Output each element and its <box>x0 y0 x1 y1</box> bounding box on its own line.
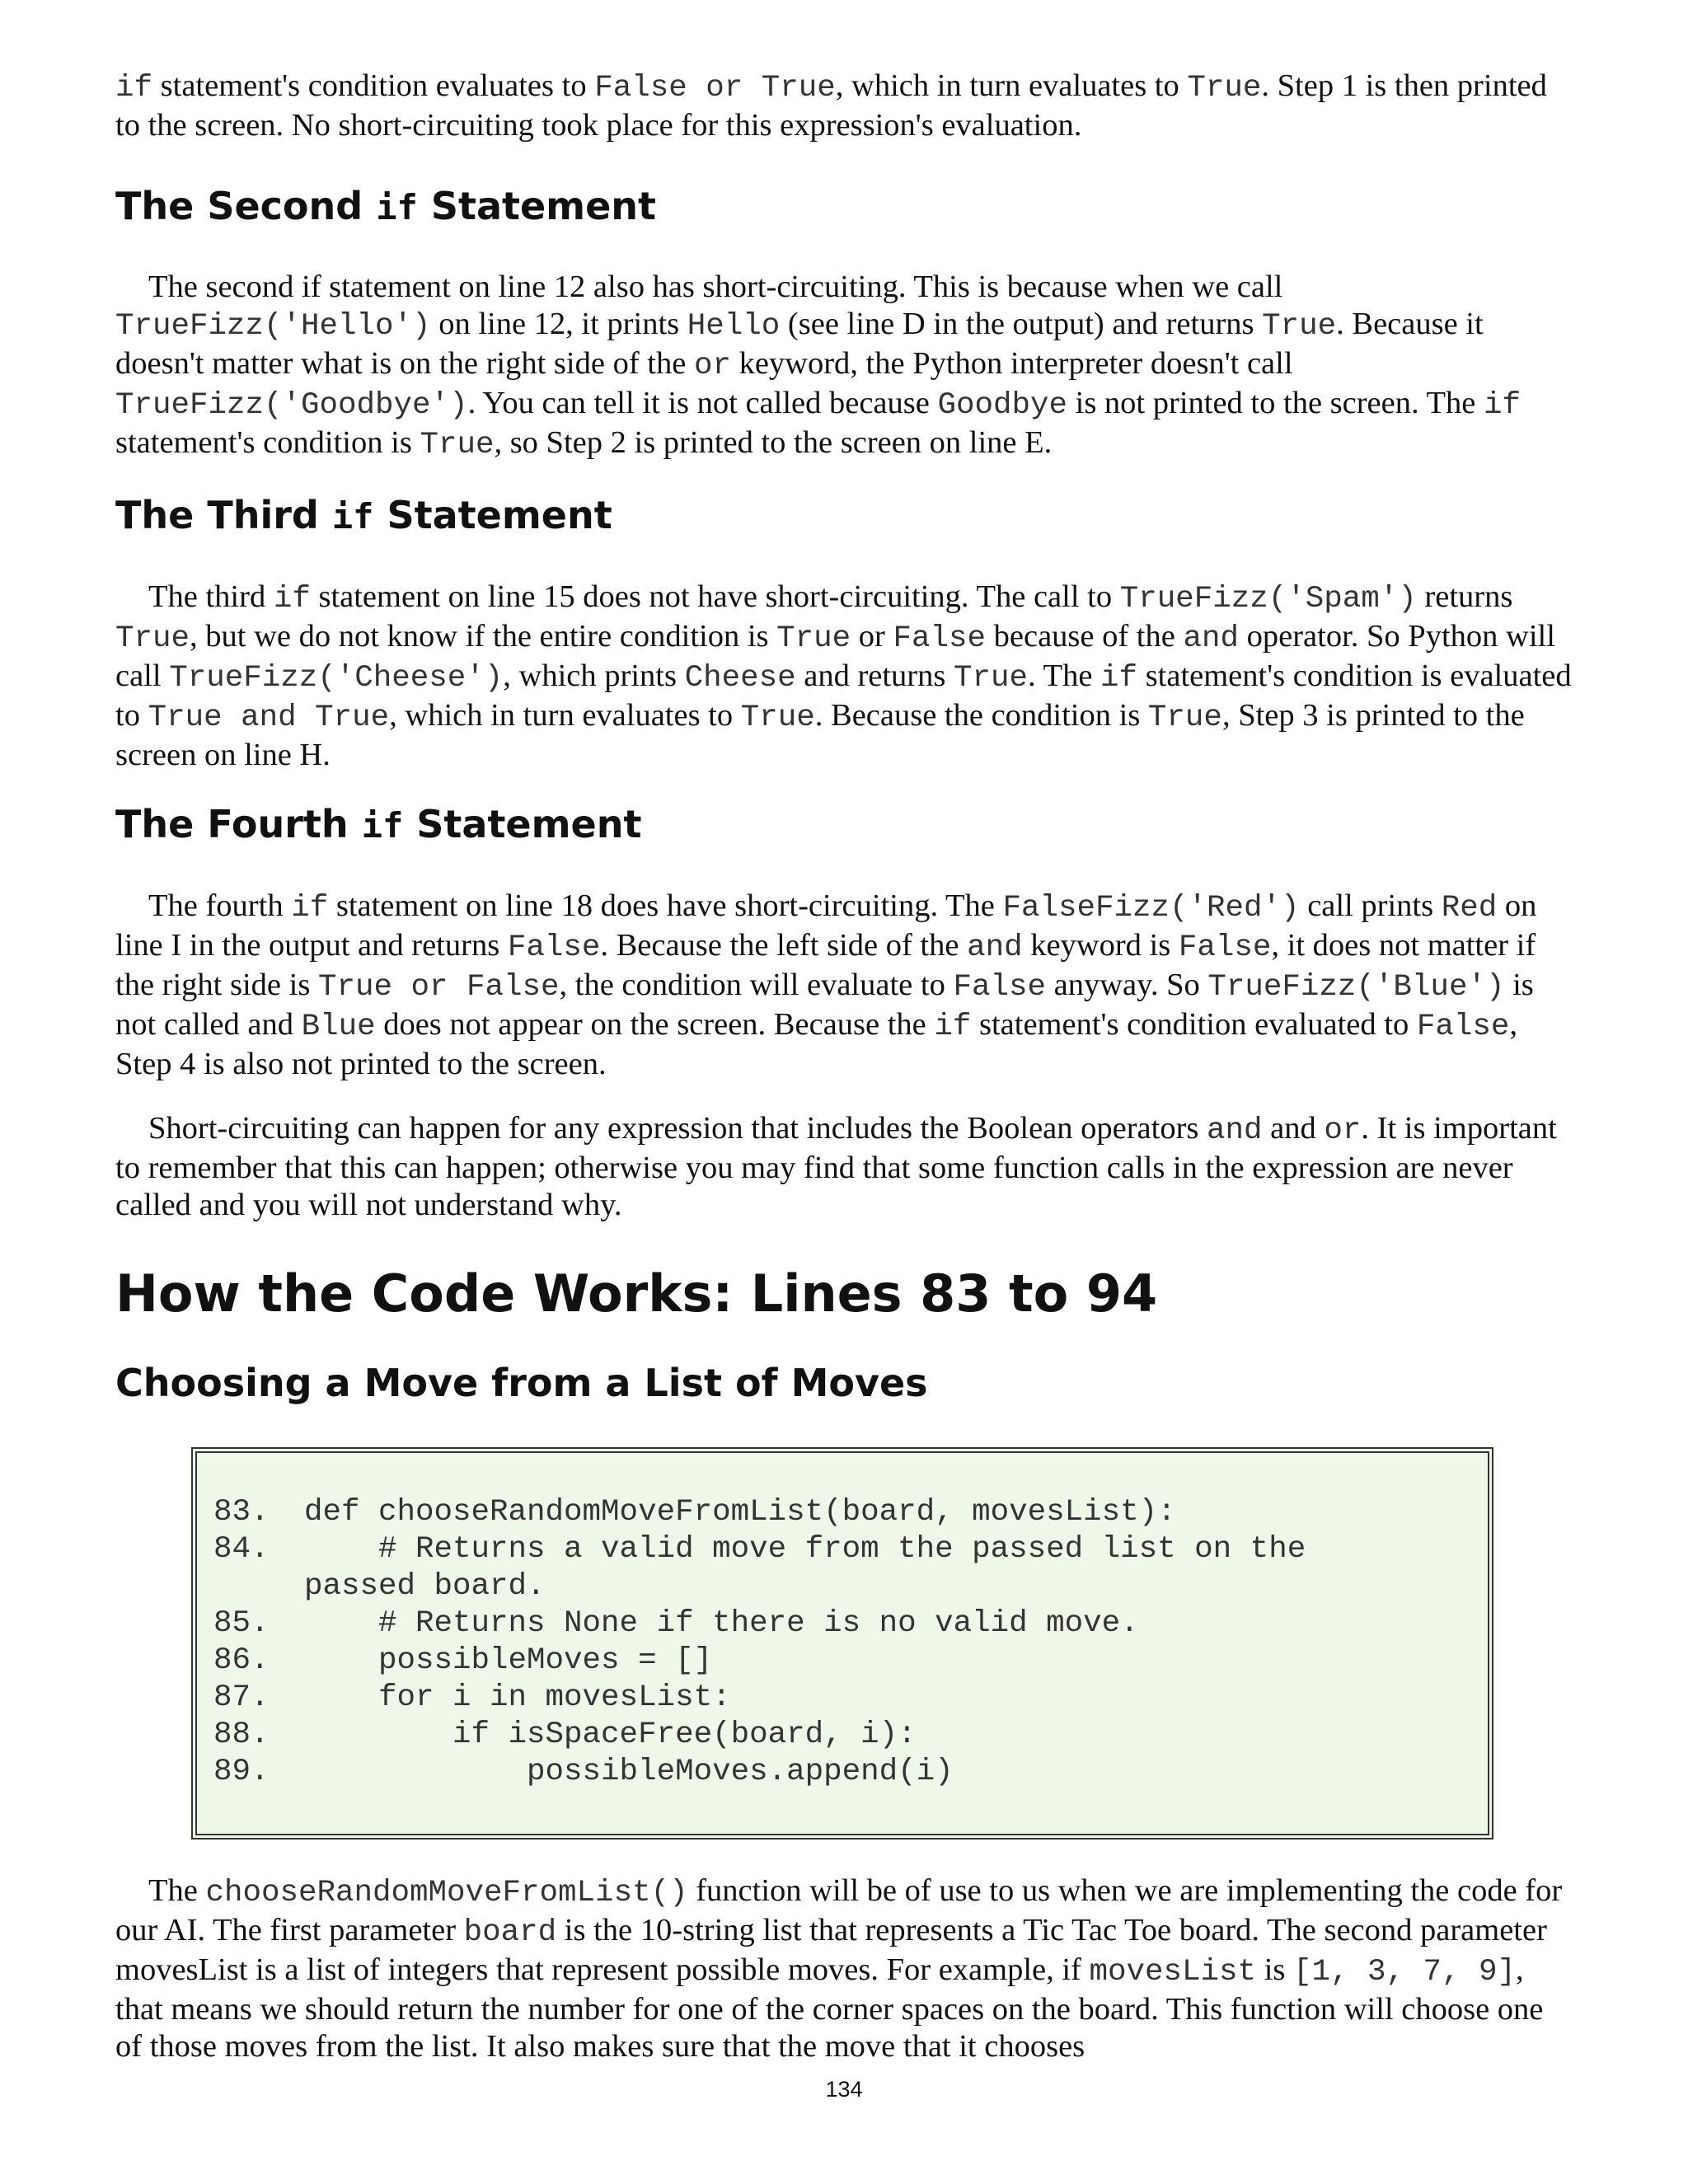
code-line: 84. # Returns a valid move from the passed list on the <box>213 1532 1306 1567</box>
code-line: 86. possibleMoves = [] <box>213 1643 713 1678</box>
code-line: 83. def chooseRandomMoveFromList(board, movesList): <box>213 1495 1176 1530</box>
section-heading-third-if: The Third if Statement <box>115 493 612 537</box>
section-heading-second-if: The Second if Statement <box>115 184 657 228</box>
inline-code: if <box>115 71 153 105</box>
code-line: 89. possibleMoves.append(i) <box>213 1755 954 1789</box>
code-listing-box <box>191 1447 1493 1840</box>
code-line: 85. # Returns None if there is no valid move. <box>213 1606 1139 1641</box>
short-circuit-note-paragraph: Short-circuiting can happen for any expression that includes the Boolean operators and and or. It is important to remember that this can happen; otherwise you may find that some function calls in the expression are never called and you will not understand why. <box>115 1111 1557 1222</box>
inline-code: False or True <box>594 71 836 105</box>
subheading: Choosing a Move from a List of Moves <box>115 1361 928 1405</box>
code-line: passed board. <box>304 1569 546 1604</box>
fourth-if-paragraph: The fourth if statement on line 18 does have short-circuiting. The FalseFizz('Red') call prints Red on line I in the output and returns False. Because the left side of the and keyword is False, it does not matter if the right side is True or False, the condition will evaluate to False anyway. So TrueFizz('Blue') is not called and Blue does not appear on the screen. Because the if statement's condition evaluated to False, Step 4 is also not printed to the screen. <box>115 888 1537 1081</box>
section-heading-fourth-if: The Fourth if Statement <box>115 802 642 846</box>
inline-code: True <box>1187 71 1262 105</box>
code-line: 88. if isSpaceFree(board, i): <box>213 1718 917 1752</box>
closing-paragraph: The chooseRandomMoveFromList() function will be of use to us when we are implementing the code for our AI. The first parameter board is the 10-string list that represents a Tic Tac Toe board. The second parameter movesList is a list of integers that represent possible moves. For example, if movesList is [1, 3, 7, 9], that means we should return the number for one of the corner spaces on the board. This function will choose one of those moves from the list. It also makes sure that the move that it chooses <box>115 1873 1563 2064</box>
third-if-paragraph: The third if statement on line 15 does not have short-circuiting. The call to TrueFizz('Spam') returns True, but we do not know if the entire condition is True or False because of the and operator. So Python will call TrueFizz('Cheese'), which prints Cheese and returns True. The if statement's condition is evaluated to True and True, which in turn evaluates to True. Because the condition is True, Step 3 is printed to the screen on line H. <box>115 579 1572 772</box>
chapter-heading: How the Code Works: Lines 83 to 94 <box>115 1263 1158 1324</box>
page-number: 134 <box>825 2077 863 2102</box>
second-if-paragraph: The second if statement on line 12 also has short-circuiting. This is because when we call TrueFizz('Hello') on line 12, it prints Hello (see line D in the output) and returns True. Because it doesn't matter what is on the right side of the or keyword, the Python interpreter doesn't call TrueFizz('Goodbye'). You can tell it is not called because Goodbye is not printed to the screen. The if statement's condition is True, so Step 2 is printed to the screen on line E. <box>115 269 1522 462</box>
code-line: 87. for i in movesList: <box>213 1680 731 1715</box>
intro-paragraph: if statement's condition evaluates to False or True, which in turn evaluates to True. Step 1 is then printed to the screen. No short-circuiting took place for this expression's evaluation. <box>115 68 1547 143</box>
